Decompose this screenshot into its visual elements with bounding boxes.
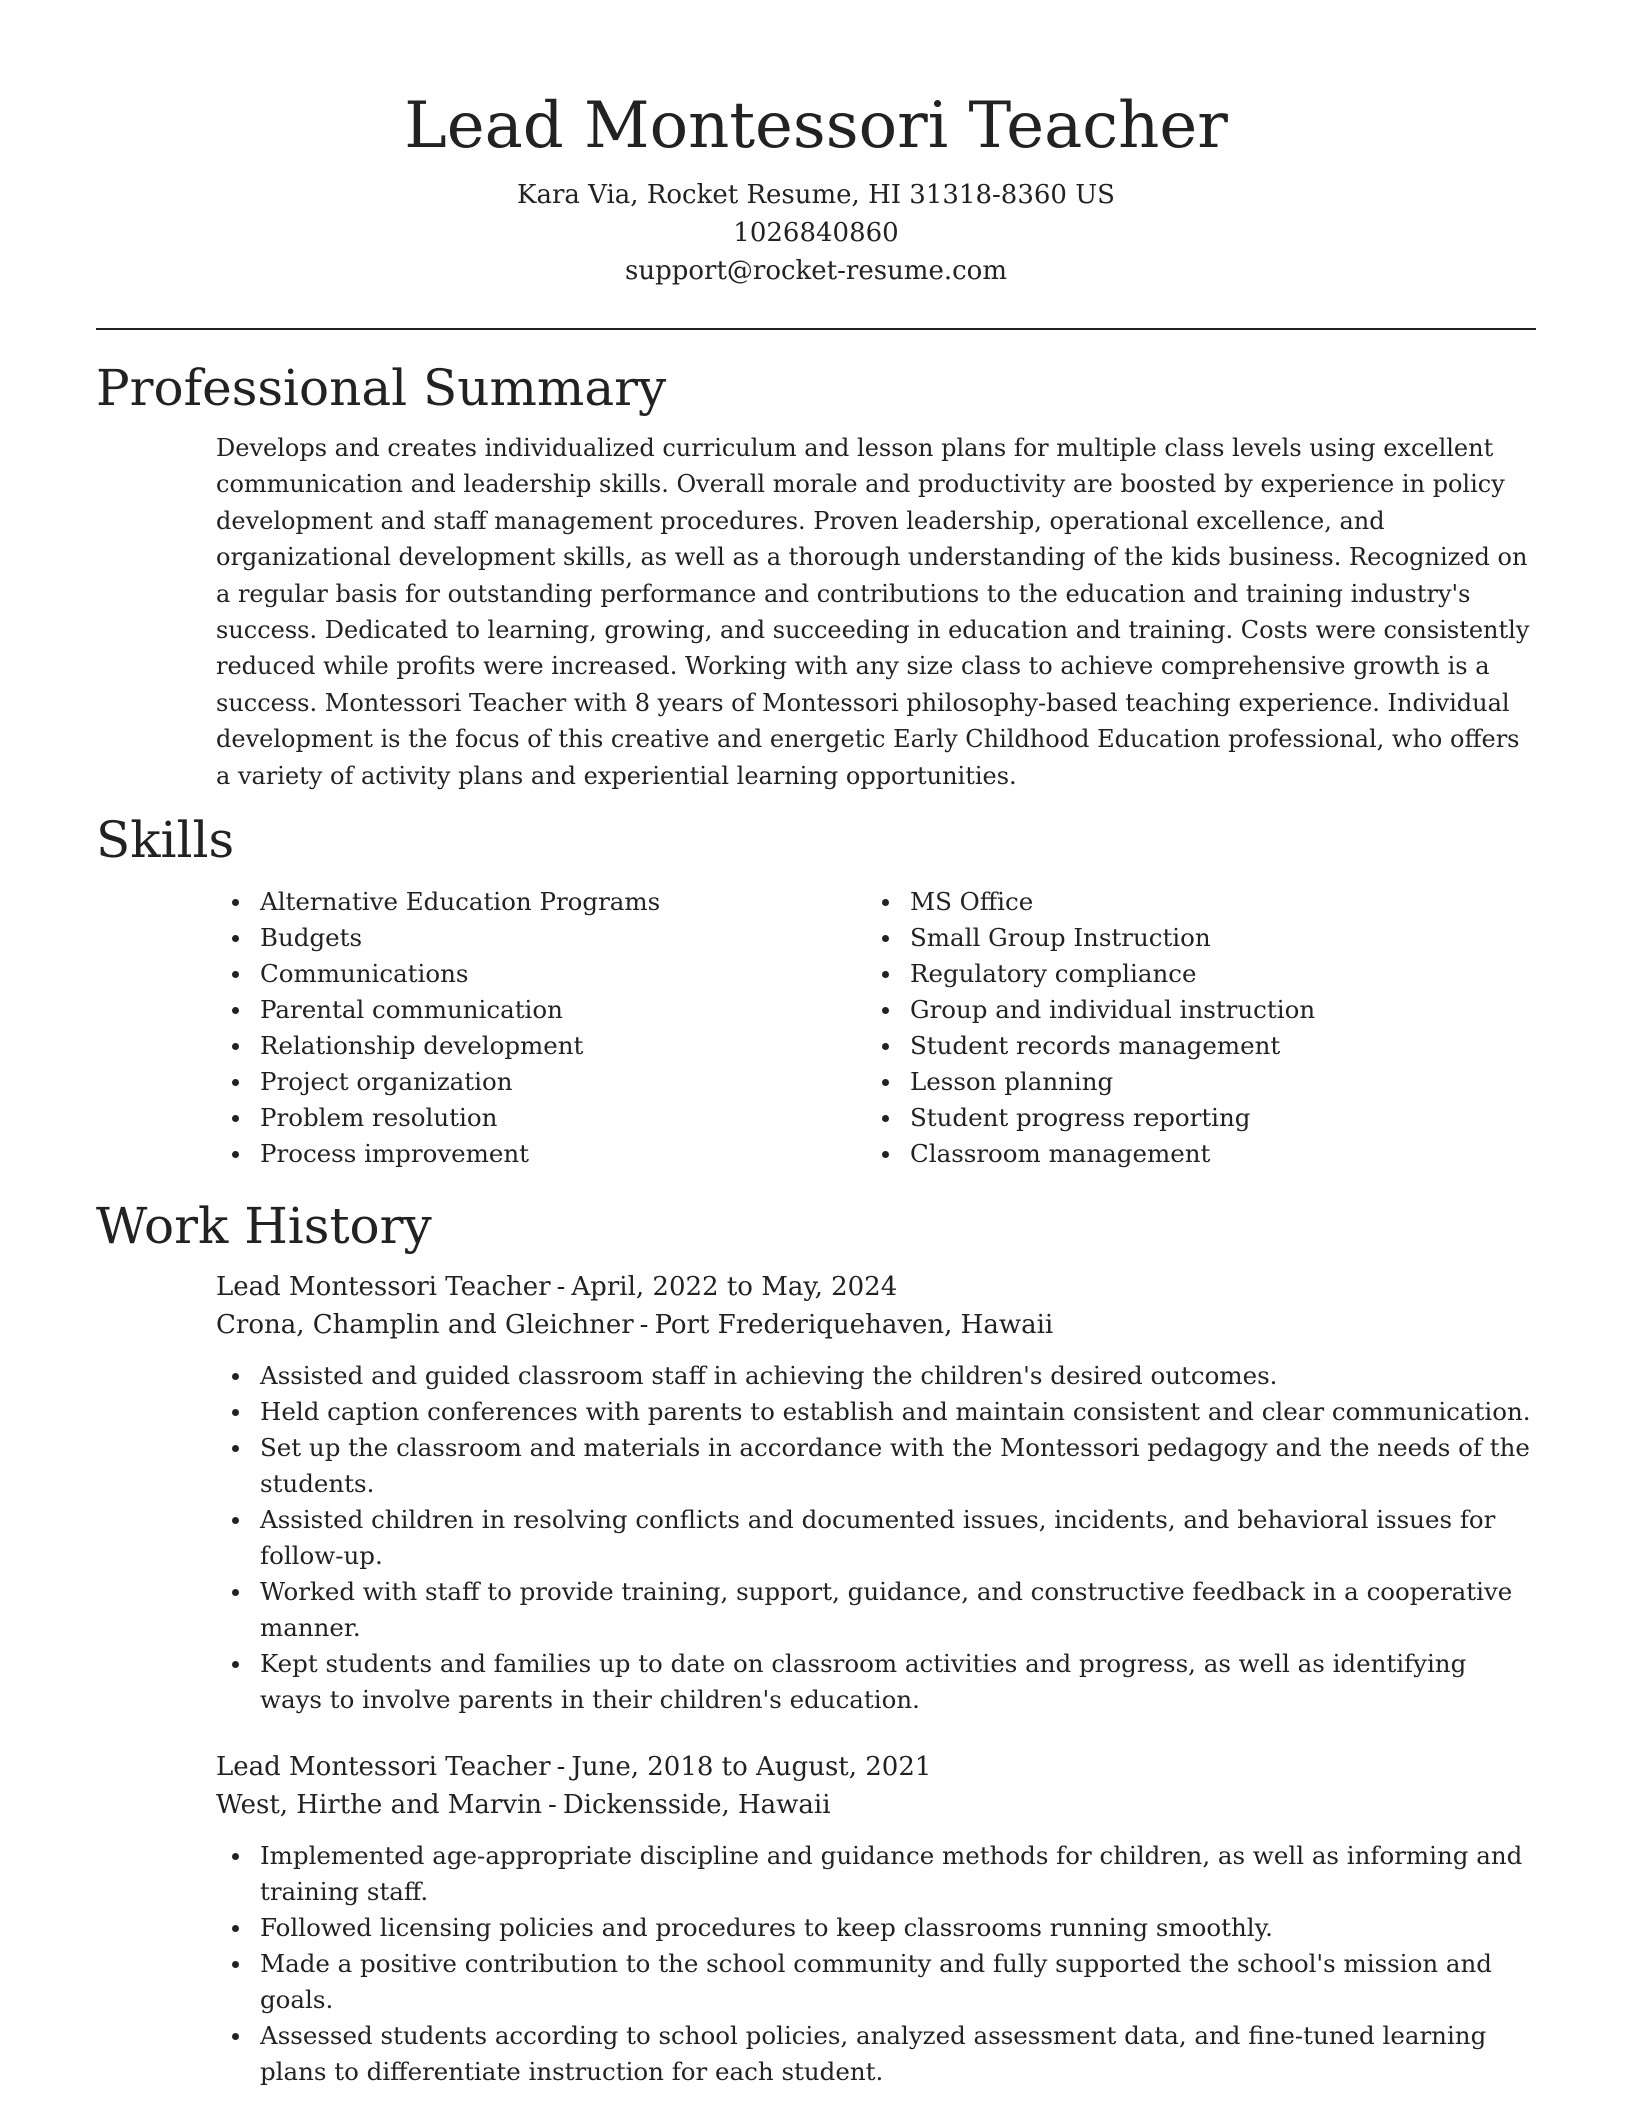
job-bullets bbox=[216, 1838, 1536, 2090]
job-bullet: Assessed students according to school policies, analyzed assessment data, and fine-tuned learning plans to differentiate instruction for each student. bbox=[216, 2018, 1536, 2090]
resume-page bbox=[96, 0, 1536, 2090]
job-bullet: Implemented age-appropriate discipline and guidance methods for children, as well as informing and training staff. bbox=[216, 1838, 1536, 1910]
summary-text: Develops and creates individualized curriculum and lesson plans for multiple class levels using excellent communication and leadership skills. Overall morale and productivity are boosted by experience in policy development and staff management procedures. Proven leadership, operational excellence, and organizational development skills, as well as a thorough understanding of the kids business. Recognized on a regular basis for outstanding performance and contributions to the education and training industry's success. Dedicated to learning, growing, and succeeding in education and training. Costs were consistently reduced while profits were increased. Working with any size class to achieve comprehensive growth is a success. Montessori Teacher with 8 years of Montessori philosophy-based teaching experience. Individual development is the focus of this creative and energetic Early Childhood Education professional, who offers a variety of activity plans and experiential learning opportunities. bbox=[216, 434, 1530, 790]
skill-item: Student progress reporting bbox=[866, 1100, 1536, 1136]
job-dates: April, 2022 to May, 2024 bbox=[571, 1272, 898, 1303]
job-location: Port Frederiquehaven, Hawaii bbox=[654, 1310, 1054, 1341]
resume-header bbox=[96, 0, 1536, 290]
skill-item: Group and individual instruction bbox=[866, 992, 1536, 1028]
skill-item: Communications bbox=[216, 956, 866, 992]
job-bullet: Made a positive contribution to the school community and fully supported the school's mission and goals. bbox=[216, 1946, 1536, 2018]
skill-item: Process improvement bbox=[216, 1136, 866, 1172]
skill-item: Lesson planning bbox=[866, 1064, 1536, 1100]
skill-item: Regulatory compliance bbox=[866, 956, 1536, 992]
skills-heading: Skills bbox=[96, 811, 235, 870]
job-company-line bbox=[216, 1786, 1536, 1824]
skills-section bbox=[96, 810, 1536, 1172]
job-entry bbox=[216, 1748, 1536, 1824]
contact-address: Kara Via, Rocket Resume, HI 31318-8360 US bbox=[517, 180, 1115, 210]
job-bullet: Assisted children in resolving conflicts and documented issues, incidents, and behavioral issues for follow-up. bbox=[216, 1502, 1536, 1574]
job-bullet: Held caption conferences with parents to establish and maintain consistent and clear communication. bbox=[216, 1394, 1536, 1430]
job-title: Lead Montessori Teacher bbox=[216, 1752, 551, 1783]
skills-list-right bbox=[866, 884, 1536, 1172]
job-title: Lead Montessori Teacher bbox=[216, 1272, 551, 1303]
summary-section bbox=[96, 358, 1536, 794]
skill-item: Relationship development bbox=[216, 1028, 866, 1064]
job-dates: June, 2018 to August, 2021 bbox=[571, 1752, 932, 1783]
separator: - bbox=[548, 1790, 557, 1821]
job-bullets bbox=[216, 1358, 1536, 1718]
skill-item: Budgets bbox=[216, 920, 866, 956]
job-company: Crona, Champlin and Gleichner bbox=[216, 1310, 634, 1341]
skill-item: Classroom management bbox=[866, 1136, 1536, 1172]
contact-email: support@rocket-resume.com bbox=[624, 256, 1007, 286]
job-entry bbox=[216, 1268, 1536, 1344]
job-title-line bbox=[216, 1748, 1536, 1786]
skill-item: MS Office bbox=[866, 884, 1536, 920]
skill-item: Alternative Education Programs bbox=[216, 884, 866, 920]
job-bullet: Kept students and families up to date on classroom activities and progress, as well as identifying ways to involve parents in their children's education. bbox=[216, 1646, 1536, 1718]
skills-list-left bbox=[216, 884, 866, 1172]
separator: - bbox=[556, 1272, 566, 1303]
job-bullet-list bbox=[216, 1838, 1536, 2090]
contact-block bbox=[96, 176, 1536, 290]
contact-phone: 1026840860 bbox=[733, 218, 899, 248]
work-history-section bbox=[96, 1196, 1536, 2090]
summary-heading: Professional Summary bbox=[96, 359, 667, 417]
skill-item: Problem resolution bbox=[216, 1100, 866, 1136]
job-bullet: Set up the classroom and materials in accordance with the Montessori pedagogy and the needs of the students. bbox=[216, 1430, 1536, 1502]
header-divider bbox=[96, 328, 1536, 330]
job-bullet: Followed licensing policies and procedures to keep classrooms running smoothly. bbox=[216, 1910, 1536, 1946]
job-company-line bbox=[216, 1306, 1536, 1344]
separator: - bbox=[556, 1752, 566, 1783]
skill-item: Small Group Instruction bbox=[866, 920, 1536, 956]
job-bullet: Assisted and guided classroom staff in achieving the children's desired outcomes. bbox=[216, 1358, 1536, 1394]
skill-item: Student records management bbox=[866, 1028, 1536, 1064]
job-title-line bbox=[216, 1268, 1536, 1306]
separator: - bbox=[639, 1310, 649, 1341]
job-location: Dickensside, Hawaii bbox=[562, 1790, 831, 1821]
job-company: West, Hirthe and Marvin bbox=[216, 1790, 543, 1821]
resume-name: Lead Montessori Teacher bbox=[404, 89, 1228, 163]
job-bullet-list bbox=[216, 1358, 1536, 1718]
job-bullet: Worked with staff to provide training, support, guidance, and constructive feedback in a cooperative manner. bbox=[216, 1574, 1536, 1646]
skills-columns bbox=[216, 884, 1536, 1172]
work-history-heading: Work History bbox=[96, 1197, 432, 1256]
skill-item: Project organization bbox=[216, 1064, 866, 1100]
skill-item: Parental communication bbox=[216, 992, 866, 1028]
